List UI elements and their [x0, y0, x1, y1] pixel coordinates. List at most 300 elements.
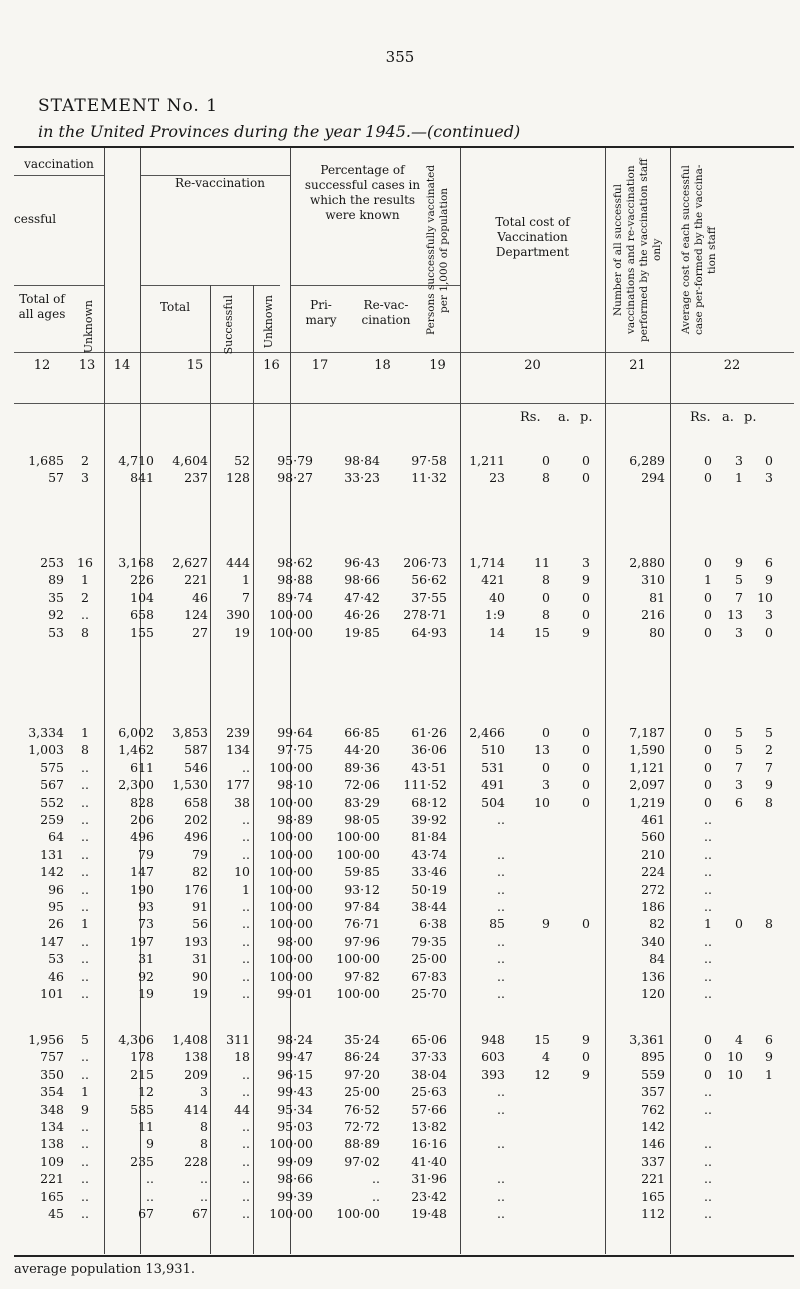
cell-unknown-13: ..	[81, 1188, 89, 1204]
cell-persons-per-1000: 16·16	[411, 1136, 447, 1152]
cell-number-all: 1,590	[629, 742, 665, 758]
cell-pct-primary: 100·00	[269, 794, 313, 810]
cell-pct-revacc: 97·84	[344, 899, 380, 914]
cell-revacc-total: 197	[130, 933, 154, 949]
header-total: Total	[159, 300, 191, 314]
cell-cost-a: 13	[534, 742, 550, 758]
cell-number-all: 294	[641, 470, 665, 486]
col-number-21: 21	[629, 358, 646, 373]
cell-persons-per-1000: 13·82	[411, 1119, 447, 1134]
col-number-17: 17	[311, 358, 329, 373]
cell-cost-rs: 393	[481, 1066, 505, 1082]
cell-unknown-13: 1	[81, 916, 89, 932]
cell-cost-p: 0	[582, 453, 590, 468]
cell-total-all-ages: 552	[40, 794, 64, 810]
cell-persons-per-1000: 81·84	[411, 829, 447, 845]
cell-persons-per-1000: 36·06	[411, 742, 447, 758]
cell-revacc-successful: 209	[184, 1066, 208, 1082]
cell-revacc-total: 11	[138, 1119, 154, 1134]
col-number-19: 19	[429, 358, 446, 373]
cell-revacc-unknown: ..	[242, 916, 250, 932]
col-number-18: 18	[374, 358, 391, 373]
cell-revacc-unknown: 19	[234, 624, 250, 640]
cell-number-all: 81	[649, 589, 665, 605]
cell-revacc-unknown: 7	[242, 589, 250, 605]
cell-revacc-successful: 91	[192, 899, 208, 914]
cell-total-all-ages: 96	[48, 881, 64, 897]
cell-avg-p: 2	[765, 742, 773, 758]
cell-revacc-total: 235	[130, 1153, 154, 1169]
cell-pct-primary: 100·00	[269, 881, 313, 897]
cell-cost-a: 12	[534, 1066, 550, 1082]
cell-cost-a: 0	[542, 589, 550, 605]
cell-pct-revacc: 44·20	[344, 742, 380, 758]
cell-revacc-total: 147	[130, 864, 154, 880]
cell-revacc-total: 73	[138, 916, 154, 932]
cell-revacc-successful: 221	[184, 572, 208, 588]
cell-avg-a: 5	[735, 572, 743, 588]
cell-total-all-ages: 131	[40, 846, 64, 862]
cell-pct-revacc: 86·24	[344, 1049, 380, 1065]
cell-number-all: 461	[641, 812, 665, 827]
cell-persons-per-1000: 67·83	[411, 968, 447, 984]
cell-revacc-unknown: 44	[234, 1101, 250, 1117]
cell-total-all-ages: 221	[40, 1171, 64, 1187]
cell-number-all: 120	[641, 986, 665, 1001]
header-sub-rule-left	[14, 175, 104, 176]
cell-revacc-successful: 56	[192, 916, 208, 932]
cell-persons-per-1000: 31·96	[411, 1171, 447, 1187]
cell-avg-rs: 1	[704, 572, 712, 588]
header-revaccination: Re-vaccination	[175, 176, 265, 190]
cell-avg-a: 0	[735, 916, 743, 932]
cell-avg-a: 3	[735, 624, 743, 640]
cell-number-all: 2,880	[629, 555, 665, 570]
cell-number-all: 224	[641, 864, 665, 880]
cell-unknown-13: ..	[81, 777, 89, 793]
cell-avg-rs: ..	[704, 812, 712, 827]
cell-pct-primary: 100·00	[269, 951, 313, 967]
cell-revacc-successful: 202	[184, 812, 208, 827]
header-unknown-13: Unknown	[82, 300, 95, 354]
cell-revacc-successful: 90	[192, 968, 208, 984]
cell-revacc-total: 226	[130, 572, 154, 588]
cell-cost-rs: 1,714	[469, 555, 505, 570]
cell-total-all-ages: 57	[48, 470, 64, 486]
cell-cost-rs: ..	[497, 933, 505, 949]
page-number: 355	[385, 48, 415, 66]
cell-revacc-total: 19	[138, 986, 154, 1001]
cell-persons-per-1000: 39·92	[411, 812, 447, 827]
cell-cost-p: 9	[582, 1032, 590, 1047]
cell-unknown-13: ..	[81, 1153, 89, 1169]
cell-revacc-successful: 587	[184, 742, 208, 758]
cell-cost-rs: ..	[497, 951, 505, 967]
cell-pct-revacc: 88·89	[344, 1136, 380, 1152]
cell-revacc-total: 206	[130, 812, 154, 827]
cell-unknown-13: 3	[81, 470, 89, 486]
cell-avg-rs: 0	[704, 1049, 712, 1065]
cell-pct-revacc: ..	[372, 1171, 380, 1187]
cell-total-all-ages: 1,685	[28, 453, 64, 468]
footer-note: average population 13,931.	[14, 1262, 195, 1277]
cell-cost-p: 3	[582, 555, 590, 570]
cell-pct-primary: 95·03	[277, 1119, 313, 1134]
cell-avg-rs: 0	[704, 555, 712, 570]
cell-avg-rs: ..	[704, 968, 712, 984]
cell-revacc-unknown: 177	[226, 777, 250, 793]
cell-revacc-successful: 138	[184, 1049, 208, 1065]
cell-revacc-successful: ..	[200, 1188, 208, 1204]
cell-cost-rs: ..	[497, 968, 505, 984]
cell-revacc-total: 178	[130, 1049, 154, 1065]
cell-cost-rs: 85	[489, 916, 505, 932]
cell-cost-p: 0	[582, 742, 590, 758]
cell-pct-primary: 99·39	[277, 1188, 313, 1204]
cell-cost-a: 11	[534, 555, 550, 570]
cell-pct-primary: 100·00	[269, 864, 313, 880]
cell-total-all-ages: 109	[40, 1153, 64, 1169]
cell-avg-a: 1	[735, 470, 743, 486]
unit-a-22: a.	[722, 410, 734, 425]
cell-pct-revacc: 97·82	[344, 968, 380, 984]
cell-cost-p: 0	[582, 607, 590, 623]
cell-unknown-13: ..	[81, 1136, 89, 1152]
cell-revacc-unknown: ..	[242, 933, 250, 949]
cell-number-all: 762	[641, 1101, 665, 1117]
cell-cost-a: 8	[542, 470, 550, 486]
cell-revacc-unknown: ..	[242, 812, 250, 827]
cell-cost-a: 0	[542, 725, 550, 740]
cell-revacc-successful: 124	[184, 607, 208, 623]
cell-total-all-ages: 259	[40, 812, 64, 827]
col-number-15: 15	[186, 358, 204, 373]
col-number-20: 20	[524, 358, 541, 373]
cell-revacc-total: 67	[138, 1206, 154, 1221]
cell-unknown-13: ..	[81, 812, 89, 827]
cell-number-all: 1,121	[629, 759, 665, 775]
cell-avg-rs: ..	[704, 846, 712, 862]
cell-pct-revacc: 97·20	[344, 1066, 380, 1082]
cell-persons-per-1000: 79·35	[411, 933, 447, 949]
cell-persons-per-1000: 50·19	[411, 881, 447, 897]
cell-pct-revacc: 83·29	[344, 794, 380, 810]
cell-total-all-ages: 354	[40, 1084, 64, 1100]
header-number-all: Number of all successful vaccinations and re-vaccination performed by the vaccination staff only	[612, 158, 663, 342]
cell-revacc-successful: 3,853	[172, 725, 208, 740]
cell-number-all: 2,097	[629, 777, 665, 793]
cell-cost-rs: ..	[497, 899, 505, 914]
cell-persons-per-1000: 57·66	[411, 1101, 447, 1117]
cell-cost-rs: 2,466	[469, 725, 505, 740]
cell-revacc-successful: 27	[192, 624, 208, 640]
cell-revacc-unknown: ..	[242, 951, 250, 967]
cell-unknown-13: ..	[81, 846, 89, 862]
col-number-16: 16	[263, 358, 280, 373]
cell-revacc-successful: 67	[192, 1206, 208, 1221]
cell-revacc-unknown: 311	[226, 1032, 250, 1047]
cell-avg-rs: 0	[704, 1066, 712, 1082]
cell-avg-a: 5	[735, 742, 743, 758]
cell-persons-per-1000: 38·44	[411, 899, 447, 914]
cell-pct-revacc: 66·85	[344, 725, 380, 740]
cell-number-all: 186	[641, 899, 665, 914]
cell-revacc-total: 92	[138, 968, 154, 984]
cell-avg-rs: 0	[704, 607, 712, 623]
cell-revacc-unknown: ..	[242, 1084, 250, 1100]
cell-pct-primary: 98·88	[277, 572, 313, 588]
cell-pct-primary: 100·00	[269, 759, 313, 775]
cell-cost-rs: 1:9	[484, 607, 505, 623]
cell-revacc-unknown: 444	[226, 555, 250, 570]
cell-revacc-successful: 8	[200, 1119, 208, 1134]
cell-cost-p: 0	[582, 777, 590, 793]
unit-rs-22: Rs.	[690, 410, 711, 425]
cell-number-all: 357	[641, 1084, 665, 1100]
cell-pct-primary: 100·00	[269, 916, 313, 932]
col-number-14: 14	[113, 358, 131, 373]
cell-pct-revacc: 98·66	[344, 572, 380, 588]
header-average-cost: Average cost of each successful case per-formed by the vaccina-tion staff	[680, 164, 718, 336]
cell-avg-a: 6	[735, 794, 743, 810]
cell-cost-rs: 603	[481, 1049, 505, 1065]
cell-cost-p: 0	[582, 725, 590, 740]
cell-revacc-unknown: ..	[242, 759, 250, 775]
cell-revacc-successful: 546	[184, 759, 208, 775]
cell-revacc-unknown: ..	[242, 1206, 250, 1221]
cell-revacc-total: 1,462	[118, 742, 154, 758]
cell-avg-a: 7	[735, 589, 743, 605]
cell-pct-revacc: 35·24	[344, 1032, 380, 1047]
cell-pct-primary: 99·01	[277, 986, 313, 1001]
cell-avg-p: 8	[765, 794, 773, 810]
cell-unknown-13: ..	[81, 794, 89, 810]
cell-number-all: 895	[641, 1049, 665, 1065]
cell-cost-a: 15	[534, 624, 550, 640]
cell-pct-primary: 100·00	[269, 968, 313, 984]
header-vaccination: vaccination	[24, 157, 94, 171]
cell-pct-primary: 100·00	[269, 829, 313, 845]
cell-pct-primary: 97·75	[277, 742, 313, 758]
cell-avg-rs: 0	[704, 759, 712, 775]
cell-total-all-ages: 138	[40, 1136, 64, 1152]
cell-unknown-13: ..	[81, 1206, 89, 1221]
cell-avg-a: 3	[735, 777, 743, 793]
cell-revacc-total: 828	[130, 794, 154, 810]
cell-avg-rs: 0	[704, 1032, 712, 1047]
cell-pct-primary: 98·89	[277, 812, 313, 827]
cell-persons-per-1000: 111·52	[403, 777, 447, 793]
cell-persons-per-1000: 37·33	[411, 1049, 447, 1065]
cell-revacc-unknown: ..	[242, 846, 250, 862]
cell-revacc-successful: 496	[184, 829, 208, 845]
cell-total-all-ages: 45	[48, 1206, 64, 1221]
cell-avg-p: 3	[765, 470, 773, 486]
cell-cost-rs: 531	[481, 759, 505, 775]
colnum-rule-top	[14, 352, 794, 353]
cell-total-all-ages: 1,003	[28, 742, 64, 758]
cell-pct-primary: 98·66	[277, 1171, 313, 1187]
cell-revacc-unknown: ..	[242, 1066, 250, 1082]
cell-revacc-total: 215	[130, 1066, 154, 1082]
cell-persons-per-1000: 38·04	[411, 1066, 447, 1082]
cell-total-all-ages: 89	[48, 572, 64, 588]
cell-pct-primary: 100·00	[269, 624, 313, 640]
cell-revacc-successful: 46	[192, 589, 208, 605]
cell-revacc-unknown: ..	[242, 899, 250, 914]
colnum-rule-bottom	[14, 403, 794, 404]
cell-cost-rs: 1,211	[469, 453, 505, 468]
cell-persons-per-1000: 19·48	[411, 1206, 447, 1221]
header-total-all-ages: Total of all ages	[18, 292, 66, 321]
cell-total-all-ages: 26	[48, 916, 64, 932]
header-revac-short: Re-vac-cination	[361, 298, 411, 327]
cell-total-all-ages: 35	[48, 589, 64, 605]
cell-avg-p: 9	[765, 1049, 773, 1065]
cell-number-all: 221	[641, 1171, 665, 1187]
cell-avg-rs: ..	[704, 1136, 712, 1152]
cell-persons-per-1000: 33·46	[411, 864, 447, 880]
cell-pct-revacc: 93·12	[344, 881, 380, 897]
cell-number-all: 340	[641, 933, 665, 949]
cell-revacc-successful: 4,604	[172, 453, 208, 468]
cell-pct-revacc: 100·00	[336, 829, 380, 845]
cell-persons-per-1000: 25·70	[411, 986, 447, 1001]
top-rule	[14, 146, 794, 148]
cell-revacc-successful: ..	[200, 1171, 208, 1187]
cell-unknown-13: ..	[81, 1119, 89, 1134]
cell-pct-primary: 100·00	[269, 1136, 313, 1152]
cell-persons-per-1000: 37·55	[411, 589, 447, 605]
unit-p-20: p.	[580, 410, 593, 425]
cell-revacc-successful: 228	[184, 1153, 208, 1169]
cell-number-all: 216	[641, 607, 665, 623]
cell-unknown-13: 9	[81, 1101, 89, 1117]
cell-avg-p: 7	[765, 759, 773, 775]
unit-a-20: a.	[558, 410, 570, 425]
cell-total-all-ages: 567	[40, 777, 64, 793]
cell-revacc-total: 4,710	[118, 453, 154, 468]
cell-pct-revacc: 25·00	[344, 1084, 380, 1100]
cell-revacc-total: 104	[130, 589, 154, 605]
cell-pct-primary: 99·64	[277, 725, 313, 740]
cell-revacc-unknown: 239	[226, 725, 250, 740]
cell-total-all-ages: 1,956	[28, 1032, 64, 1047]
cell-pct-revacc: 97·96	[344, 933, 380, 949]
cell-number-all: 165	[641, 1188, 665, 1204]
cell-pct-primary: 98·24	[277, 1032, 313, 1047]
cell-pct-revacc: ..	[372, 1188, 380, 1204]
cell-cost-rs: 14	[489, 624, 505, 640]
cell-revacc-unknown: 390	[226, 607, 250, 623]
cell-persons-per-1000: 56·62	[411, 572, 447, 588]
cell-cost-p: 0	[582, 794, 590, 810]
cell-revacc-unknown: 38	[234, 794, 250, 810]
header-cessful: cessful	[14, 212, 57, 226]
cell-revacc-unknown: 1	[242, 881, 250, 897]
cell-persons-per-1000: 25·00	[411, 951, 447, 967]
cell-number-all: 310	[641, 572, 665, 588]
statement-subtitle: in the United Provinces during the year 1945.—(continued)	[38, 122, 521, 141]
cell-unknown-13: ..	[81, 951, 89, 967]
cell-avg-p: 10	[757, 589, 773, 605]
cell-revacc-total: ..	[146, 1171, 154, 1187]
header-total-cost: Total cost of Vaccination Department	[495, 215, 570, 259]
cell-total-all-ages: 53	[48, 624, 64, 640]
cell-revacc-total: 79	[138, 846, 154, 862]
cell-avg-rs: ..	[704, 986, 712, 1001]
cell-cost-p: 9	[582, 1066, 590, 1082]
cell-unknown-13: 8	[81, 624, 89, 640]
cell-pct-primary: 99·09	[277, 1153, 313, 1169]
cell-cost-rs: ..	[497, 881, 505, 897]
cell-cost-rs: ..	[497, 986, 505, 1001]
cell-cost-p: 0	[582, 759, 590, 775]
cell-cost-p: 9	[582, 572, 590, 588]
cell-revacc-successful: 237	[184, 470, 208, 486]
cell-unknown-13: ..	[81, 864, 89, 880]
cell-revacc-successful: 19	[192, 986, 208, 1001]
cell-avg-rs: ..	[704, 1206, 712, 1221]
cell-total-all-ages: 3,334	[28, 725, 64, 740]
cell-persons-per-1000: 97·58	[411, 453, 447, 468]
header-persons: Persons successfully vaccinated per 1,000 of population	[425, 164, 450, 336]
cell-pct-primary: 95·34	[277, 1101, 313, 1117]
cell-pct-revacc: 100·00	[336, 846, 380, 862]
cell-revacc-total: 496	[130, 829, 154, 845]
cell-cost-rs: 510	[481, 742, 505, 758]
cell-revacc-unknown: 1	[242, 572, 250, 588]
cell-avg-rs: 0	[704, 725, 712, 740]
cell-unknown-13: 1	[81, 572, 89, 588]
cell-total-all-ages: 134	[40, 1119, 64, 1134]
cell-avg-p: 0	[765, 453, 773, 468]
cell-total-all-ages: 350	[40, 1066, 64, 1082]
cell-persons-per-1000: 41·40	[411, 1153, 447, 1169]
cell-avg-a: 13	[727, 607, 743, 623]
cell-revacc-successful: 3	[200, 1084, 208, 1100]
cell-pct-primary: 100·00	[269, 1206, 313, 1221]
cell-cost-rs: 40	[489, 589, 505, 605]
cell-cost-p: 0	[582, 1049, 590, 1065]
cell-revacc-total: 12	[138, 1084, 154, 1100]
cell-avg-p: 5	[765, 725, 773, 740]
cell-revacc-total: 93	[138, 899, 154, 914]
cell-number-all: 1,219	[629, 794, 665, 810]
cell-cost-rs: ..	[497, 1188, 505, 1204]
cell-total-all-ages: 253	[40, 555, 64, 570]
cell-avg-rs: 0	[704, 742, 712, 758]
header-percentage: Percentage of successful cases in which the results were known	[304, 163, 421, 222]
header-primary: Pri-mary	[305, 298, 337, 327]
cell-avg-p: 6	[765, 555, 773, 570]
bottom-rule	[14, 1255, 794, 1257]
cell-avg-rs: 0	[704, 777, 712, 793]
cell-total-all-ages: 64	[48, 829, 64, 845]
cell-pct-primary: 98·10	[277, 777, 313, 793]
cell-revacc-total: 2,300	[118, 777, 154, 793]
cell-pct-primary: 100·00	[269, 846, 313, 862]
cell-revacc-unknown: ..	[242, 829, 250, 845]
cell-avg-p: 9	[765, 572, 773, 588]
cell-cost-rs: ..	[497, 812, 505, 827]
cell-revacc-total: 31	[138, 951, 154, 967]
cell-revacc-unknown: ..	[242, 1153, 250, 1169]
col-number-13: 13	[78, 358, 96, 373]
cell-unknown-13: ..	[81, 986, 89, 1001]
cell-revacc-unknown: 52	[234, 453, 250, 468]
cell-avg-p: 6	[765, 1032, 773, 1047]
